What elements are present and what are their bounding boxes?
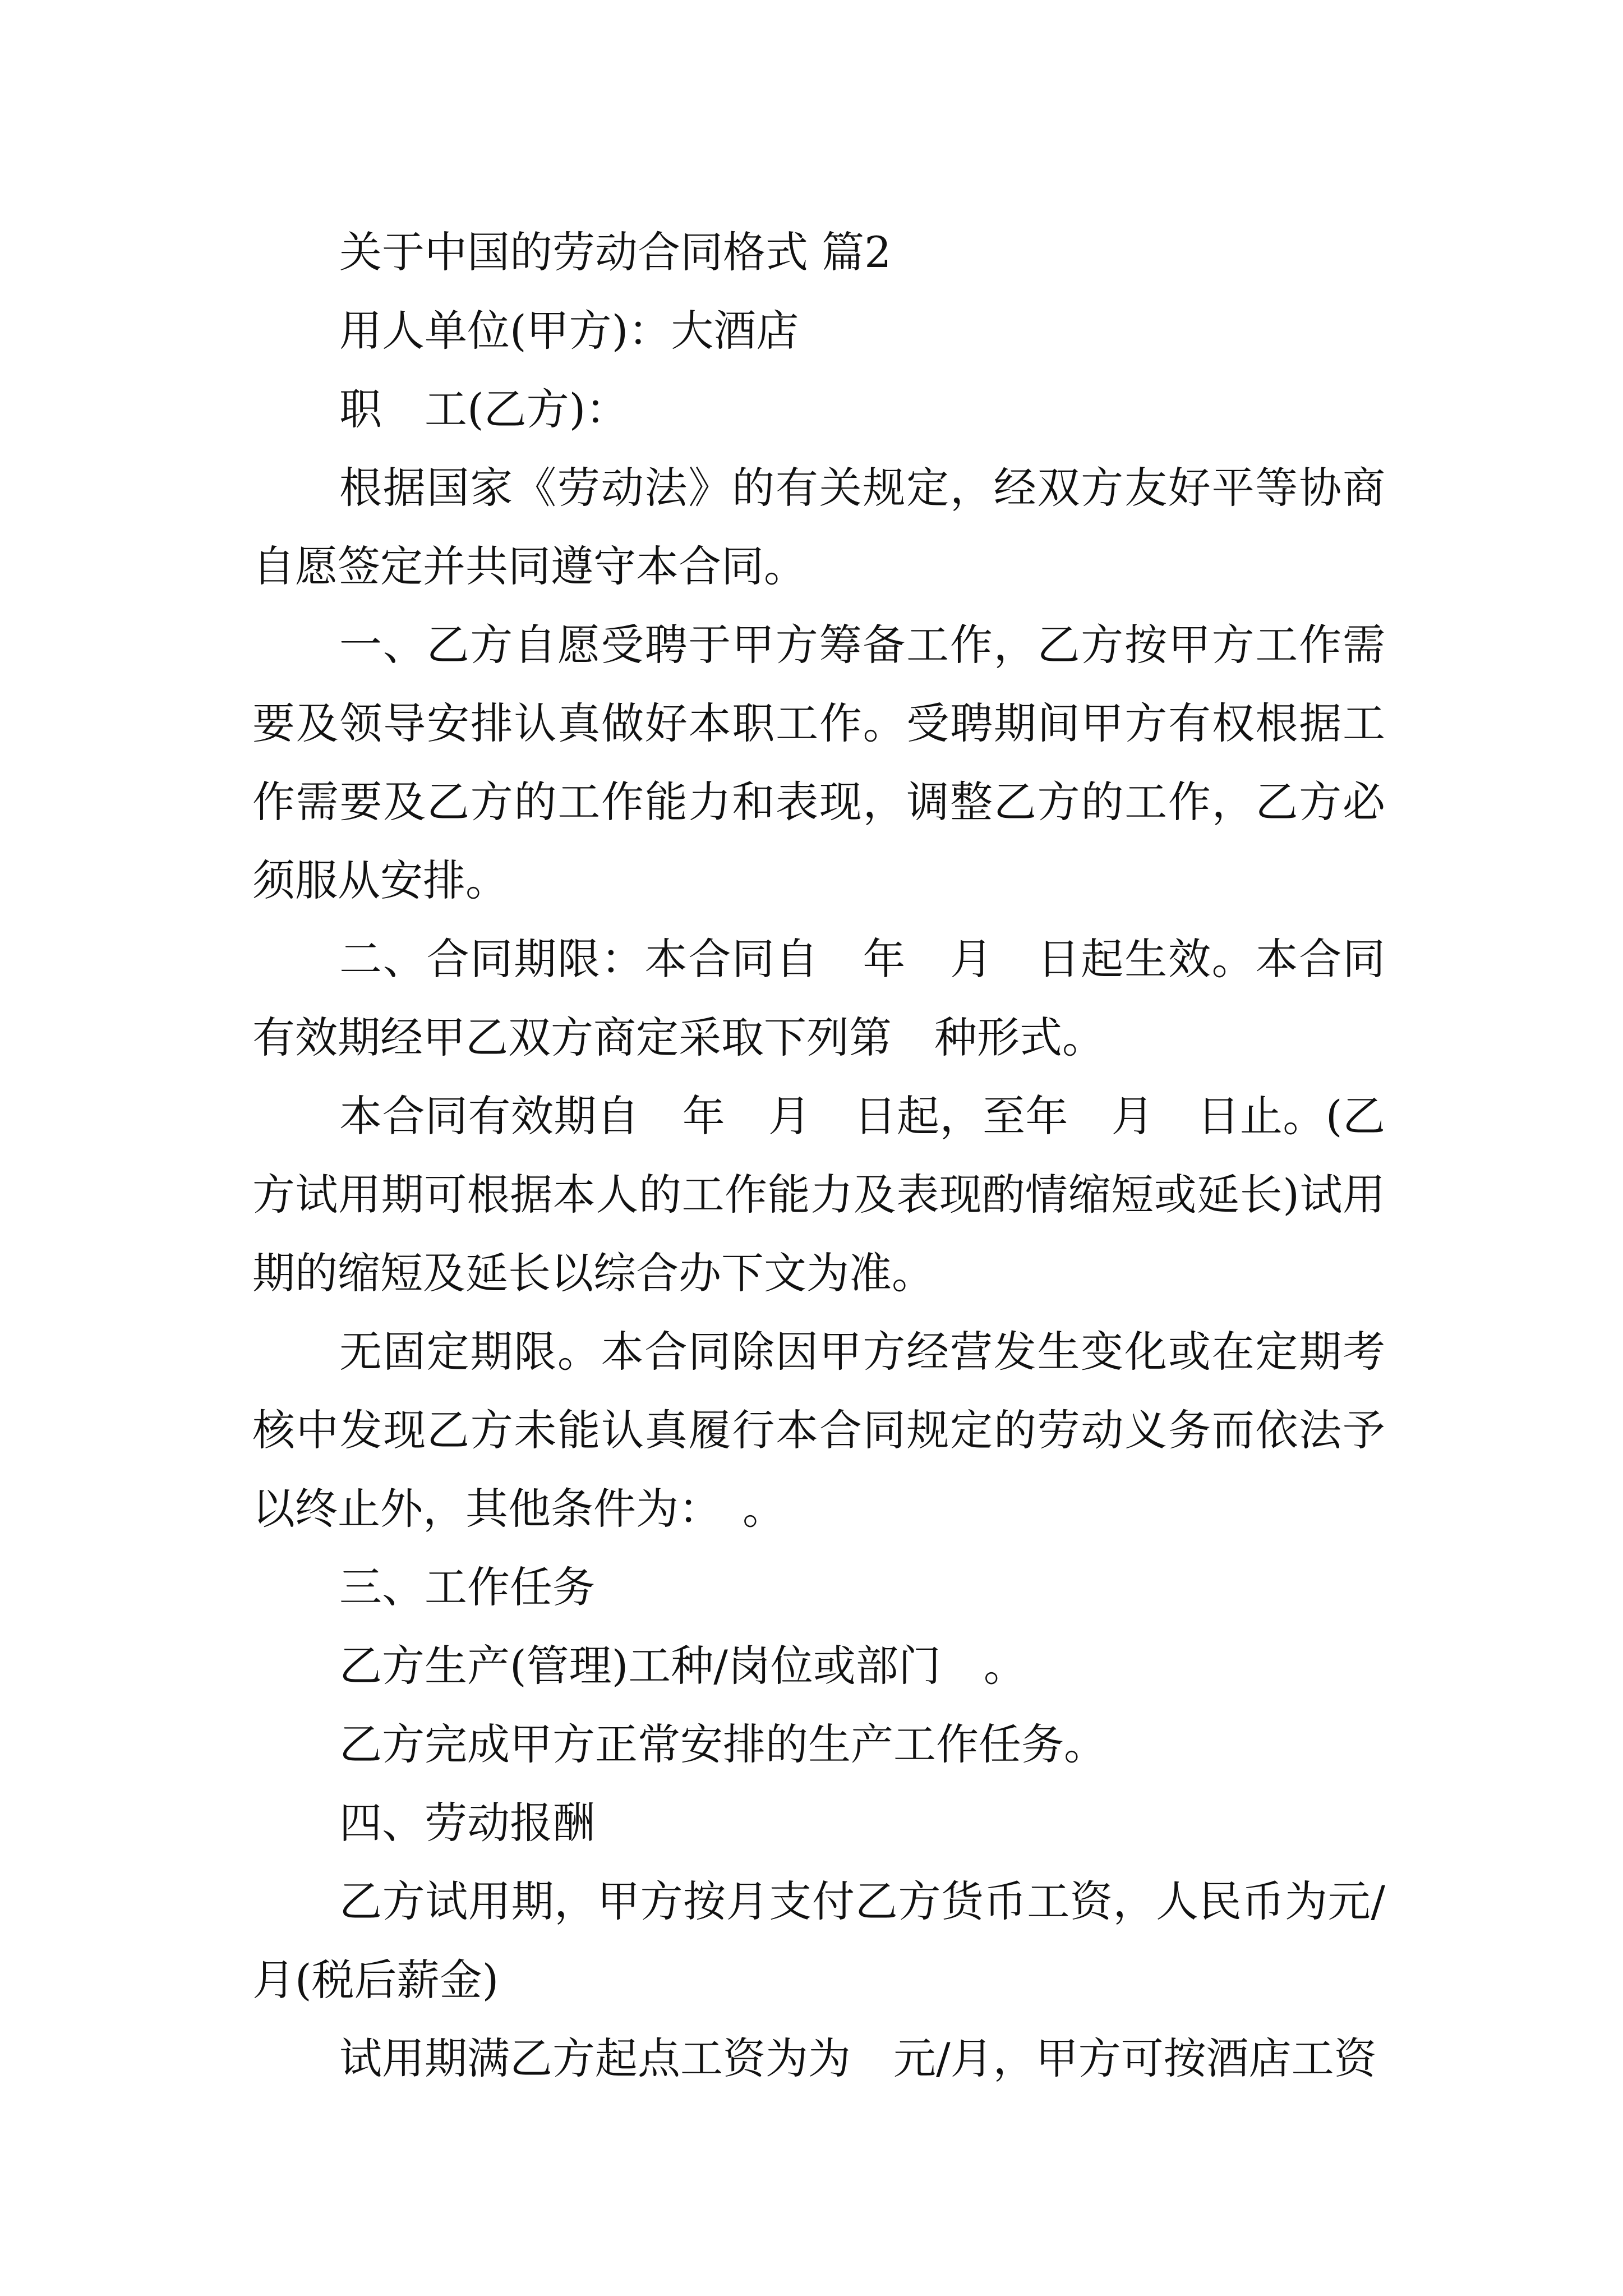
section-3-line-2: 乙方完成甲方正常安排的生产工作任务。 bbox=[339, 1719, 1106, 1769]
section-4-line-2: 试用期满乙方起点工资为为 元/月，甲方可按酒店工资 bbox=[339, 2033, 1377, 2083]
paragraph-term-fixed: 本合同有效期自 年 月 日起，至年 月 日止。(乙方试用期可根据本人的工作能力及表现酌情缩短或延长)试用期的缩短及延长以综合办下文为准。 bbox=[252, 1091, 1385, 1298]
paragraph-preamble: 根据国家《劳动法》的有关规定，经双方友好平等协商自愿签定并共同遵守本合同。 bbox=[252, 463, 1385, 591]
document-page bbox=[252, 213, 1385, 2098]
paragraph-section-1: 一、乙方自愿受聘于甲方筹备工作，乙方按甲方工作需要及领导安排认真做好本职工作。受聘期间甲方有权根据工作需要及乙方的工作能力和表现，调整乙方的工作，乙方必须服从安排。 bbox=[252, 620, 1385, 905]
section-4-heading: 四、劳动报酬 bbox=[339, 1798, 595, 1848]
section-3-heading: 三、工作任务 bbox=[339, 1562, 595, 1612]
employer-line: 用人单位(甲方)：大酒店 bbox=[339, 306, 799, 356]
employee-line: 职 工(乙方)： bbox=[339, 384, 629, 434]
paragraph-term-open: 无固定期限。本合同除因甲方经营发生变化或在定期考核中发现乙方未能认真履行本合同规定的劳动义务而依法予以终止外，其他条件为： 。 bbox=[252, 1327, 1385, 1534]
paragraph-section-2: 二、合同期限：本合同自 年 月 日起生效。本合同有效期经甲乙双方商定采取下列第 种形式。 bbox=[252, 934, 1385, 1062]
section-3-line-1: 乙方生产(管理)工种/岗位或部门 。 bbox=[339, 1641, 1026, 1691]
document-title: 关于中国的劳动合同格式 篇2 bbox=[339, 227, 892, 277]
section-4-paragraph-1: 乙方试用期，甲方按月支付乙方货币工资，人民币为元/月(税后薪金) bbox=[252, 1876, 1385, 2005]
